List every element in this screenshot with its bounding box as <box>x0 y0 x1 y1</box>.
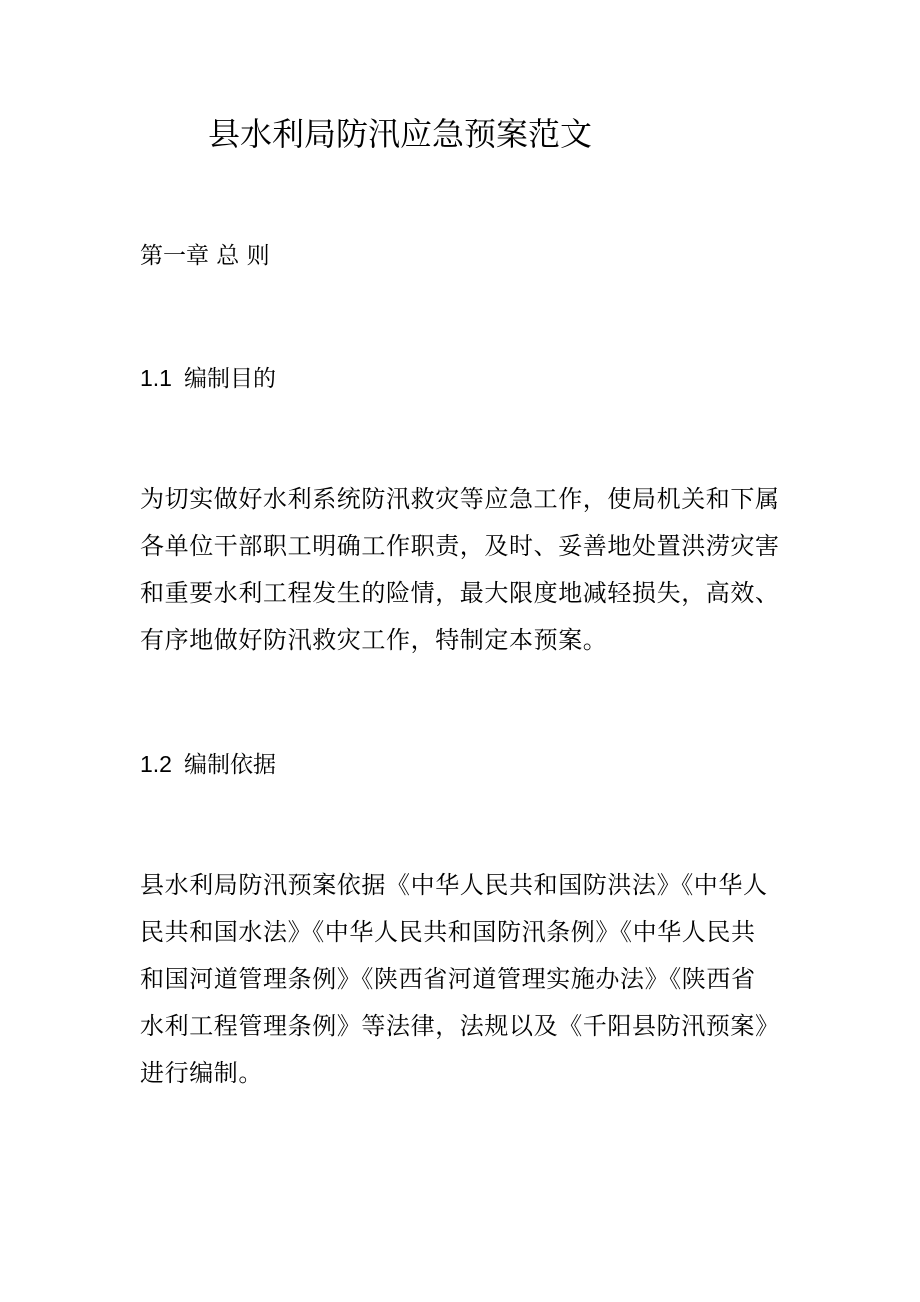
section-1-1-paragraph <box>140 476 780 664</box>
paragraph-line: 水利工程管理条例》等法律，法规以及《千阳县防汛预案》 <box>140 1012 780 1040</box>
paragraph-line: 为切实做好水利系统防汛救灾等应急工作，使局机关和下属 <box>140 485 780 513</box>
document-title: 县水利局防汛应急预案范文 <box>208 115 593 153</box>
paragraph-line: 民共和国水法》《中华人民共和国防汛条例》《中华人民共 <box>140 918 756 946</box>
paragraph-line: 有序地做好防汛救灾工作，特制定本预案。 <box>140 626 608 654</box>
paragraph-line: 县水利局防汛预案依据《中华人民共和国防洪法》《中华人 <box>140 871 768 899</box>
chapter-heading: 第一章 总 则 <box>140 243 270 269</box>
paragraph-line: 和国河道管理条例》《陕西省河道管理实施办法》《陕西省 <box>140 965 756 993</box>
section-heading-1-1 <box>140 362 276 395</box>
paragraph-line: 各单位干部职工明确工作职责，及时、妥善地处置洪涝灾害 <box>140 532 780 560</box>
section-number: 1.1 <box>140 365 172 391</box>
section-title: 编制依据 <box>183 752 276 778</box>
section-title: 编制目的 <box>183 366 276 392</box>
section-number: 1.2 <box>140 751 172 777</box>
paragraph-line: 和重要水利工程发生的险情，最大限度地减轻损失，高效、 <box>140 579 780 607</box>
section-1-2-paragraph <box>140 862 780 1097</box>
section-heading-1-2 <box>140 748 276 781</box>
paragraph-line: 进行编制。 <box>140 1059 263 1087</box>
